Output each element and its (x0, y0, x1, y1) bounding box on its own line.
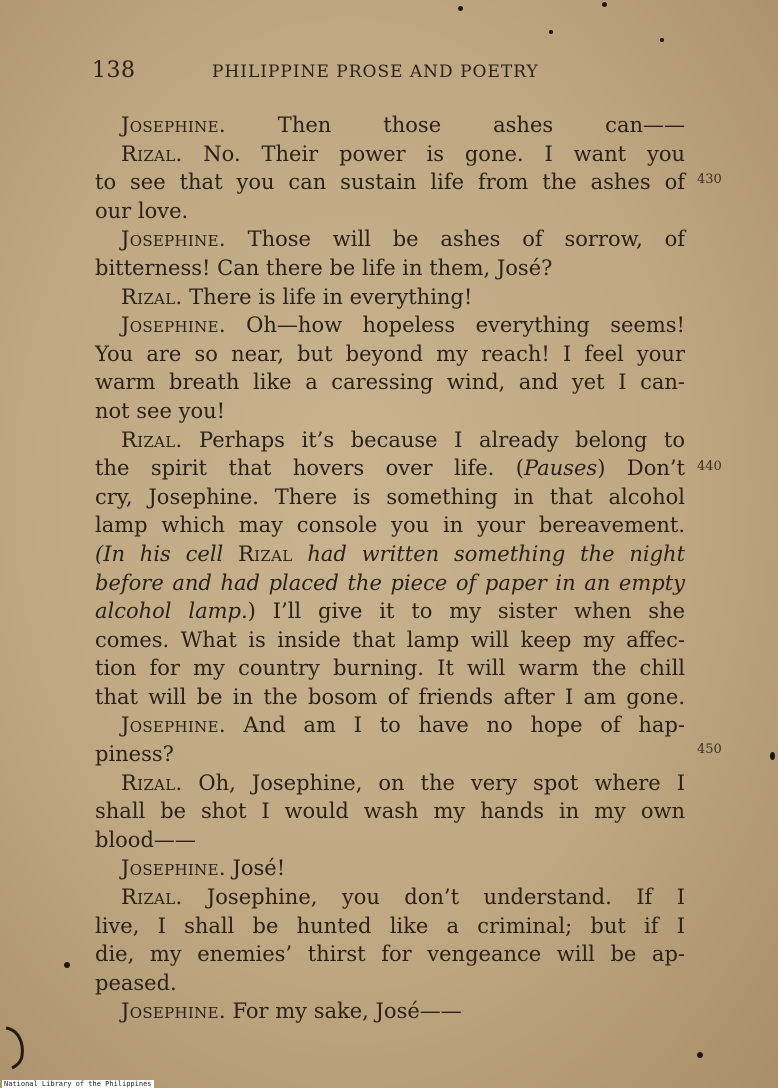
ink-speck (697, 1052, 703, 1058)
page-number: 138 (92, 58, 136, 83)
ink-speck (660, 38, 664, 42)
line-text: blood—— (95, 827, 196, 852)
text-line (95, 511, 685, 540)
line-text: No. Their power is gone. I want you (182, 141, 685, 166)
text-line (95, 168, 685, 197)
line-text: warm breath like a caressing wind, and yet I can- (95, 370, 685, 395)
line-text: Oh—how hopeless everything seems! (225, 313, 685, 338)
text-line (95, 225, 685, 254)
line-text: lamp which may console you in your bereavement. (95, 513, 685, 538)
text-line (95, 969, 685, 998)
text-line (95, 140, 685, 169)
ink-speck (549, 30, 553, 34)
line-text: Oh, Josephine, on the very spot where I (182, 770, 685, 795)
line-number-430: 430 (697, 172, 722, 187)
text-line (95, 569, 685, 598)
text-line (95, 769, 685, 798)
text-line (95, 368, 685, 397)
ink-speck (770, 752, 775, 760)
speaker-name: Rizal (238, 541, 293, 566)
speaker-name: Rizal. (121, 141, 183, 166)
text-line (95, 340, 685, 369)
line-text: José! (225, 856, 286, 881)
text-line (95, 426, 685, 455)
line-text: that will be in the bosom of friends after I am gone. (95, 684, 685, 709)
ink-speck (458, 6, 463, 11)
text-line (95, 111, 685, 140)
text-line (95, 940, 685, 969)
play-text (95, 111, 685, 1026)
text-line (95, 311, 685, 340)
line-text: to see that you can sustain life from the ashes of (95, 170, 685, 195)
line-text: had written something the night (292, 541, 686, 566)
speaker-name: Josephine. (121, 713, 226, 738)
line-text: shall be shot I would wash my hands in my own (95, 799, 685, 824)
page-header (92, 58, 682, 88)
text-line (95, 797, 685, 826)
text-line (95, 626, 685, 655)
line-text: ) I’ll give it to my sister when she (247, 599, 686, 624)
line-text: piness? (95, 742, 174, 767)
text-line (95, 540, 685, 569)
text-line (95, 197, 685, 226)
line-text: You are so near, but beyond my reach! I feel your (95, 341, 685, 366)
running-title: PHILIPPINE PROSE AND POETRY (212, 62, 539, 82)
text-line (95, 483, 685, 512)
text-line (95, 854, 685, 883)
text-line (95, 912, 685, 941)
speaker-name: Rizal. (121, 284, 183, 309)
line-number-440: 440 (697, 459, 722, 474)
line-text: not see you! (95, 398, 226, 423)
text-line (95, 597, 685, 626)
speaker-name: Rizal. (121, 885, 183, 910)
line-text: Those will be ashes of sorrow, of (225, 227, 685, 252)
line-text: comes. What is inside that lamp will keep my affec- (95, 627, 685, 652)
line-text: And am I to have no hope of hap- (225, 713, 685, 738)
line-text: die, my enemies’ thirst for vengeance will be ap- (95, 942, 685, 967)
text-line (95, 711, 685, 740)
line-text: For my sake, José—— (225, 999, 462, 1024)
speaker-name: Josephine. (121, 113, 226, 137)
text-line (95, 883, 685, 912)
line-text: bitterness! Can there be life in them, José? (95, 255, 553, 280)
text-line (95, 997, 685, 1026)
line-text: Then those ashes can—— (225, 113, 685, 137)
line-text: live, I shall be hunted like a criminal; but if I (95, 913, 685, 938)
text-line (95, 254, 685, 283)
line-text: our love. (95, 198, 189, 223)
line-text: before and had placed the piece of paper in an empty (95, 570, 685, 595)
line-text: Perhaps it’s because I already belong to (182, 427, 685, 452)
speaker-name: Josephine. (121, 999, 226, 1024)
text-line (95, 654, 685, 683)
speaker-name: Josephine. (121, 856, 226, 881)
speaker-name: Josephine. (121, 227, 226, 252)
line-text: (In his cell (95, 541, 239, 566)
line-text: Josephine, you don’t understand. If I (182, 885, 685, 910)
line-text: cry, Josephine. There is something in that alcohol (95, 484, 685, 509)
text-line (95, 683, 685, 712)
text-line (95, 740, 685, 769)
ink-speck (602, 2, 607, 7)
line-text: Pauses (524, 456, 598, 481)
line-text: tion for my country burning. It will warm the chill (95, 656, 685, 681)
footer-credit: National Library of the Philippines (4, 1080, 152, 1088)
speaker-name: Josephine. (121, 313, 226, 338)
text-line (95, 397, 685, 426)
text-line (95, 826, 685, 855)
line-text: the spirit that hovers over life. ( (95, 456, 524, 481)
text-line (95, 454, 685, 483)
line-text: alcohol lamp. (95, 599, 248, 624)
line-number-450: 450 (697, 742, 722, 757)
line-text: There is life in everything! (182, 284, 473, 309)
line-text: ) Don’t (597, 456, 685, 481)
text-line (95, 283, 685, 312)
speaker-name: Rizal. (121, 770, 183, 795)
corner-ink-mark (4, 1020, 44, 1070)
line-text: peased. (95, 970, 177, 995)
ink-speck (64, 962, 70, 968)
speaker-name: Rizal. (121, 427, 183, 452)
